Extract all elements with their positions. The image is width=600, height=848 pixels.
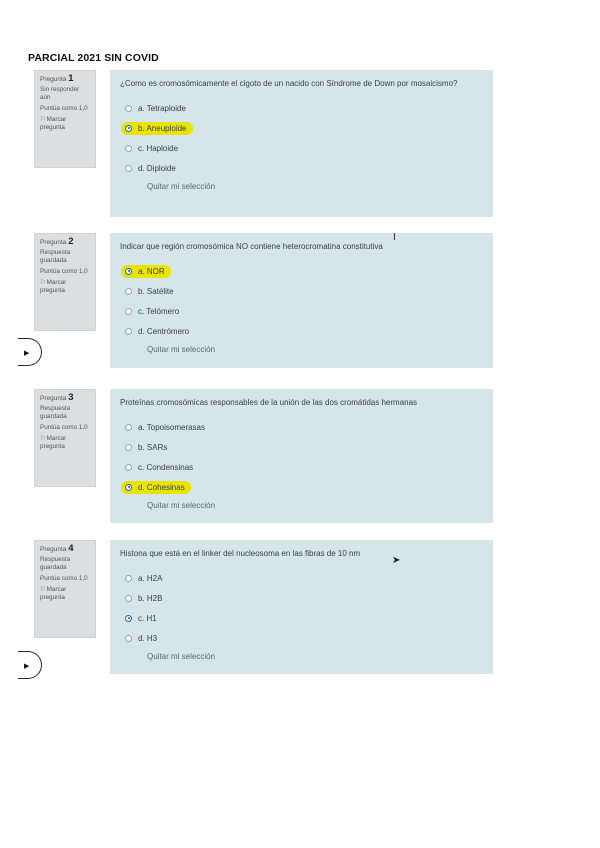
question-number: 4 xyxy=(68,543,74,554)
question-status: Sin responder aún xyxy=(40,86,80,101)
question-status: Respuesta guardada xyxy=(40,556,71,571)
flag-icon: ⚐ xyxy=(40,586,46,593)
question-number: 2 xyxy=(68,236,74,247)
flag-question-link[interactable]: ⚐Marcar pregunta xyxy=(40,116,67,131)
clear-selection-link[interactable]: Quitar mi selección xyxy=(147,652,216,661)
question-text: Indicar que región cromosómica NO contiene heterocromatina constitutiva xyxy=(120,242,383,251)
question-info xyxy=(34,389,96,487)
option-b[interactable]: b. Satélite xyxy=(120,281,483,301)
flag-question-link[interactable]: ⚐Marcar pregunta xyxy=(40,279,67,294)
option-d[interactable]: d. Centrómero xyxy=(120,321,483,341)
question-score: Puntúa como 1,0 xyxy=(40,575,88,582)
question-status: Respuesta guardada xyxy=(40,249,71,264)
question-info xyxy=(34,540,96,638)
clear-selection-link[interactable]: Quitar mi selección xyxy=(147,345,216,354)
option-a[interactable]: a. H2A xyxy=(120,568,483,588)
flag-question-link[interactable]: ⚐Marcar pregunta xyxy=(40,586,67,601)
option-c[interactable]: c. Condensinas xyxy=(120,457,483,477)
radio-button[interactable] xyxy=(125,308,132,315)
radio-button-selected[interactable] xyxy=(125,615,132,622)
radio-button[interactable] xyxy=(125,328,132,335)
radio-button[interactable] xyxy=(125,575,132,582)
question-number: 1 xyxy=(68,73,74,84)
radio-button[interactable] xyxy=(125,595,132,602)
question-text: Histona que está en el linker del nucleosoma en las fibras de 10 nm xyxy=(120,549,361,558)
question-label: Pregunta xyxy=(40,395,67,402)
radio-button[interactable] xyxy=(125,424,132,431)
nav-arrow-icon[interactable]: ▶ xyxy=(18,338,42,366)
radio-button-selected[interactable] xyxy=(125,125,132,132)
question-content xyxy=(110,389,493,523)
option-d[interactable]: d. Diploide xyxy=(120,158,483,178)
option-d[interactable]: d. H3 xyxy=(120,628,483,648)
radio-button[interactable] xyxy=(125,444,132,451)
question-score: Puntúa como 1,0 xyxy=(40,424,88,431)
question-status: Respuesta guardada xyxy=(40,405,71,420)
option-b[interactable]: b. Aneuploide xyxy=(120,118,483,138)
option-a[interactable]: a. Topoisomerasas xyxy=(120,417,483,437)
clear-selection-link[interactable]: Quitar mi selección xyxy=(147,182,216,191)
question-text: Proteínas cromosómicas responsables de la unión de las dos cromátidas hermanas xyxy=(120,398,418,407)
question-score: Puntúa como 1,0 xyxy=(40,268,88,275)
question-score: Puntúa como 1,0 xyxy=(40,105,88,112)
text-cursor-icon: I xyxy=(393,232,396,243)
question-info xyxy=(34,70,96,168)
page-title: PARCIAL 2021 SIN COVID xyxy=(28,52,159,64)
flag-icon: ⚐ xyxy=(40,279,46,286)
question-content xyxy=(110,70,493,217)
option-b[interactable]: b. SARs xyxy=(120,437,483,457)
question-label: Pregunta xyxy=(40,546,67,553)
option-d[interactable]: d. Cohesinas xyxy=(120,477,483,497)
radio-button[interactable] xyxy=(125,288,132,295)
question-label: Pregunta xyxy=(40,239,67,246)
flag-icon: ⚐ xyxy=(40,435,46,442)
nav-arrow-icon[interactable]: ▶ xyxy=(18,651,42,679)
radio-button-selected[interactable] xyxy=(125,268,132,275)
option-a[interactable]: a. Tetraploide xyxy=(120,98,483,118)
mouse-pointer-icon: ➤ xyxy=(392,555,401,566)
radio-button-selected[interactable] xyxy=(125,484,132,491)
radio-button[interactable] xyxy=(125,145,132,152)
option-c[interactable]: c. Haploide xyxy=(120,138,483,158)
option-c[interactable]: c. H1 xyxy=(120,608,483,628)
question-content xyxy=(110,540,493,674)
question-label: Pregunta xyxy=(40,76,67,83)
option-b[interactable]: b. H2B xyxy=(120,588,483,608)
question-text: ¿Como es cromosómicamente el cigoto de un nacido con Síndrome de Down por mosaicismo? xyxy=(120,79,458,88)
radio-button[interactable] xyxy=(125,105,132,112)
radio-button[interactable] xyxy=(125,165,132,172)
flag-question-link[interactable]: ⚐Marcar pregunta xyxy=(40,435,67,450)
option-a[interactable]: a. NOR xyxy=(120,261,483,281)
question-content xyxy=(110,233,493,368)
radio-button[interactable] xyxy=(125,635,132,642)
flag-icon: ⚐ xyxy=(40,116,46,123)
question-number: 3 xyxy=(68,392,74,403)
option-c[interactable]: c. Telómero xyxy=(120,301,483,321)
radio-button[interactable] xyxy=(125,464,132,471)
clear-selection-link[interactable]: Quitar mi selección xyxy=(147,501,216,510)
question-info xyxy=(34,233,96,331)
